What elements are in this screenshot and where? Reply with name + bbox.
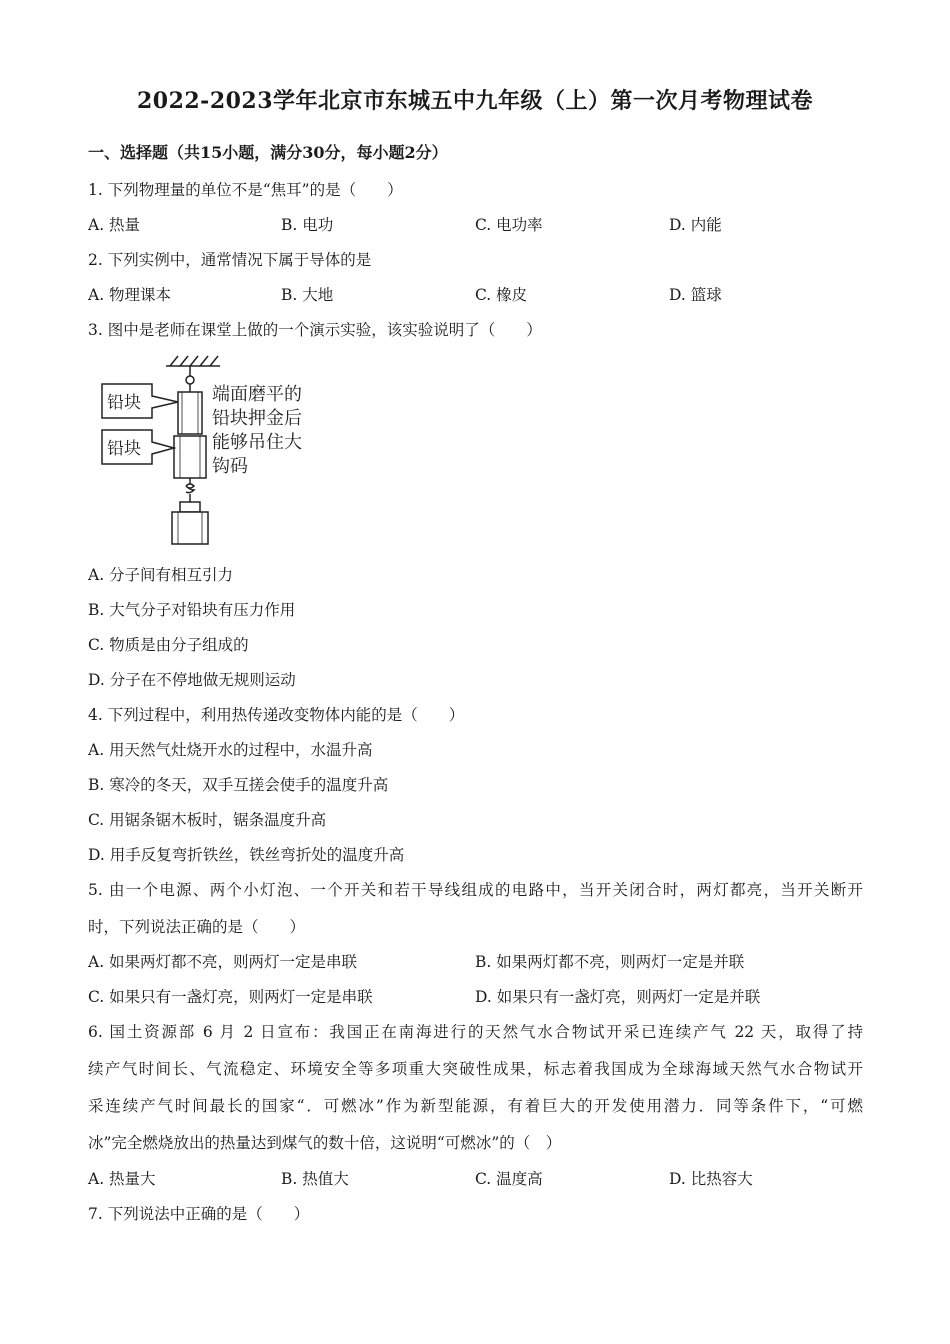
q5-option-b: B. 如果两灯都不亮，则两灯一定是并联	[475, 953, 745, 971]
figure-caption-2: 铅块押金后	[212, 408, 302, 429]
q5-option-d: D. 如果只有一盏灯亮，则两灯一定是并联	[475, 988, 761, 1006]
q4-option-d: D. 用手反复弯折铁丝，铁丝弯折处的温度升高	[88, 846, 405, 864]
bottom-hook	[186, 484, 194, 493]
q1-option-a: A. 热量	[88, 216, 141, 234]
hook-weight-body	[172, 512, 208, 544]
q3-option-c: C. 物质是由分子组成的	[88, 636, 249, 654]
figure-caption-1: 端面磨平的	[212, 384, 302, 405]
label-lead-block-2: 铅块	[107, 439, 141, 459]
q2-option-a: A. 物理课本	[88, 286, 172, 304]
figure-caption-4: 钩码	[212, 456, 248, 477]
q5-option-a: A. 如果两灯都不亮，则两灯一定是串联	[88, 953, 358, 971]
q1-option-b: B. 电功	[281, 216, 334, 234]
figure-caption-3: 能够吊住大	[212, 432, 302, 453]
top-hook	[186, 376, 194, 384]
q5-option-c: C. 如果只有一盏灯亮，则两灯一定是串联	[88, 988, 373, 1006]
question-6-stem-line-4: 冰”完全燃烧放出的热量达到煤气的数十倍，这说明“可燃冰”的（ ）	[88, 1134, 562, 1152]
question-7-stem: 7. 下列说法中正确的是（ ）	[88, 1205, 310, 1223]
q1-option-c: C. 电功率	[475, 216, 543, 234]
q3-option-b: B. 大气分子对铅块有压力作用	[88, 601, 296, 619]
q4-option-a: A. 用天然气灶烧开水的过程中，水温升高	[88, 741, 373, 759]
q6-option-b: B. 热值大	[281, 1170, 349, 1188]
question-6-stem-line-1: 6. 国土资源部 6 月 2 日宣布：我国正在南海进行的天然气水合物试开采已连续产气 22 天，取得了持	[88, 1023, 863, 1041]
exam-title: 2022-2023学年北京市东城五中九年级（上）第一次月考物理试卷	[136, 88, 814, 114]
q3-option-d: D. 分子在不停地做无规则运动	[88, 671, 296, 689]
section-heading: 一、选择题（共15小题，满分30分，每小题2分）	[88, 143, 448, 162]
hook-weight-top	[180, 502, 200, 512]
question-3-stem: 3. 图中是老师在课堂上做的一个演示实验，该实验说明了（ ）	[88, 321, 542, 339]
q6-option-c: C. 温度高	[475, 1170, 543, 1188]
question-2-stem: 2. 下列实例中，通常情况下属于导体的是	[88, 251, 372, 269]
q4-option-b: B. 寒冷的冬天，双手互搓会使手的温度升高	[88, 776, 389, 794]
q6-option-a: A. 热量大	[88, 1170, 156, 1188]
lead-block-figure	[100, 352, 330, 552]
q3-option-a: A. 分子间有相互引力	[88, 566, 234, 584]
label-lead-block-1: 铅块	[107, 393, 141, 413]
question-6-stem-line-3: 采连续产气时间最长的国家“．可燃冰”作为新型能源，有着巨大的开发使用潜力．同等条件下，“可燃	[88, 1097, 863, 1115]
q2-option-b: B. 大地	[281, 286, 334, 304]
question-1-stem: 1. 下列物理量的单位不是“焦耳”的是（ ）	[88, 181, 403, 199]
q2-option-d: D. 篮球	[669, 286, 722, 304]
q4-option-c: C. 用锯条锯木板时，锯条温度升高	[88, 811, 327, 829]
question-5-stem-line-2: 时，下列说法正确的是（ ）	[88, 918, 306, 936]
question-4-stem: 4. 下列过程中，利用热传递改变物体内能的是（ ）	[88, 706, 465, 724]
q2-option-c: C. 橡皮	[475, 286, 528, 304]
q1-option-d: D. 内能	[669, 216, 722, 234]
question-6-stem-line-2: 续产气时间长、气流稳定、环境安全等多项重大突破性成果，标志着我国成为全球海域天然气水合物试开	[88, 1060, 863, 1078]
question-5-stem-line-1: 5. 由一个电源、两个小灯泡、一个开关和若干导线组成的电路中，当开关闭合时，两灯都亮，当开关断开	[88, 881, 863, 899]
q6-option-d: D. 比热容大	[669, 1170, 753, 1188]
lower-lead-block	[174, 436, 206, 478]
